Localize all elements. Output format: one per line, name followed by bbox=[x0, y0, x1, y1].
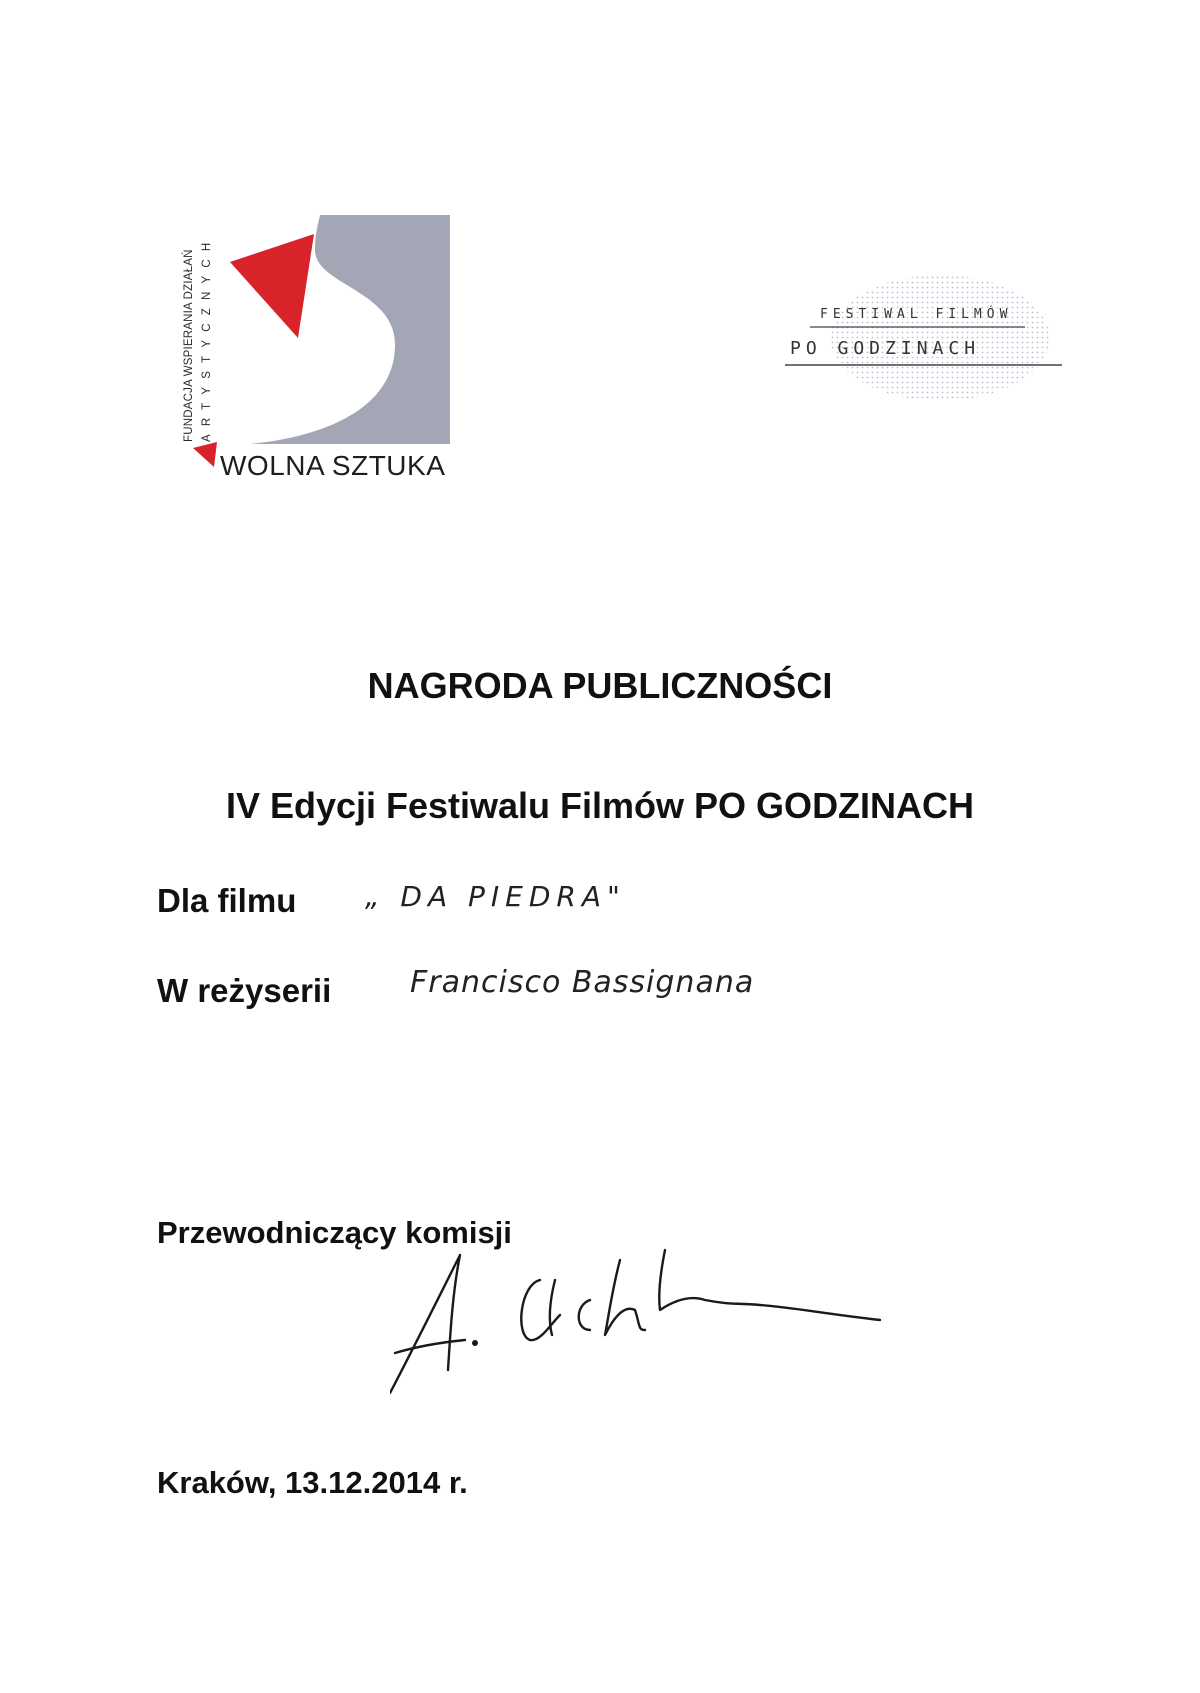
place-date: Kraków, 13.12.2014 r. bbox=[157, 1465, 468, 1500]
logo-foundation-text: FUNDACJA WSPIERANIA DZIAŁAŃ bbox=[183, 249, 195, 442]
director-name-handwritten: Francisco Bassignana bbox=[410, 965, 755, 1000]
foundation-logo bbox=[180, 210, 450, 485]
certificate-title: NAGRODA PUBLICZNOŚCI bbox=[367, 665, 833, 706]
signature-drawing bbox=[390, 1245, 890, 1395]
stamp-line-2: PO GODZINACH bbox=[790, 338, 981, 359]
logo-name: WOLNA SZTUKA bbox=[220, 450, 446, 481]
director-label: W reżyserii bbox=[157, 972, 332, 1009]
logo-small-red-triangle bbox=[193, 442, 217, 467]
stamp-line-1: FESTIWAL FILMÓW bbox=[820, 307, 1013, 322]
festival-stamp bbox=[780, 265, 1065, 415]
film-title-handwritten: „ DA PIEDRA" bbox=[365, 880, 626, 913]
certificate-subtitle: IV Edycji Festiwalu Filmów PO GODZINACH bbox=[225, 785, 975, 826]
logo-mark bbox=[180, 210, 450, 485]
logo-foundation-text-2: ARTYSTYCZNYCH bbox=[201, 234, 213, 442]
chair-label: Przewodniczący komisji bbox=[157, 1215, 512, 1250]
film-label: Dla filmu bbox=[157, 882, 297, 919]
signature bbox=[390, 1245, 890, 1400]
logo-red-triangle bbox=[230, 234, 314, 338]
